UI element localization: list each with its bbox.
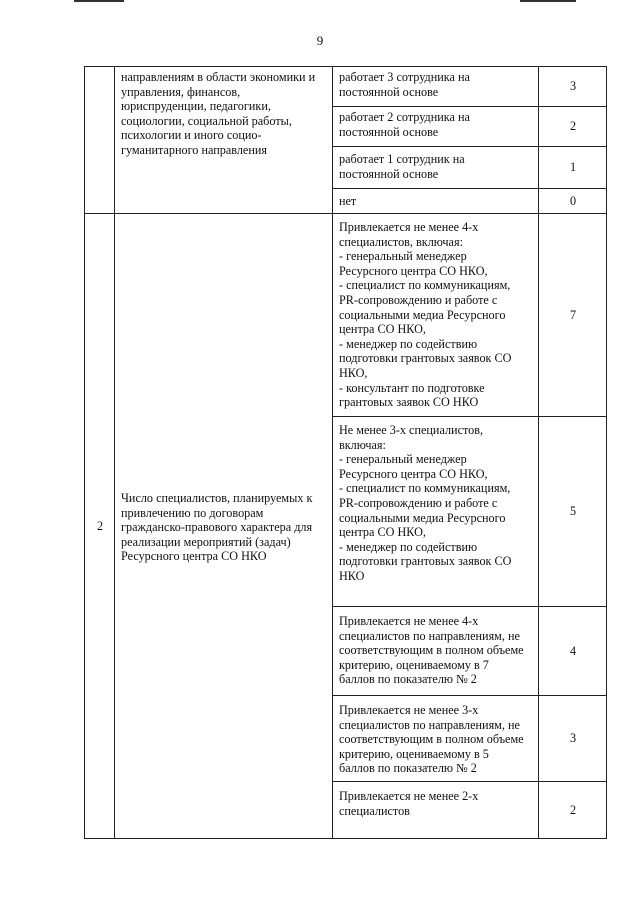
option-line: баллов по показателю № 2: [339, 761, 477, 776]
criterion-line: социологии, социальной работы,: [121, 113, 292, 128]
criterion-cell: [115, 67, 333, 214]
option-cell: [333, 147, 539, 189]
score-cell: 1: [539, 147, 607, 189]
option-line: центра СО НКО,: [339, 322, 426, 337]
criterion-line: гуманитарного направления: [121, 142, 267, 157]
option-line: подготовки грантовых заявок СО: [339, 554, 512, 569]
option-line: - генеральный менеджер: [339, 452, 467, 467]
criterion-line: Число специалистов, планируемых к: [121, 491, 313, 505]
score-cell: 3: [539, 67, 607, 107]
option-line: грантовых заявок СО НКО: [339, 395, 479, 410]
row-number: [85, 67, 115, 214]
option-cell: [333, 67, 539, 107]
criterion-cell: [115, 214, 333, 839]
option-line: работает 2 сотрудника на: [339, 110, 470, 124]
option-line: Привлекается не менее 2-х: [339, 789, 479, 803]
criterion-line: Ресурсного центра СО НКО: [121, 549, 267, 564]
option-cell: [333, 214, 539, 417]
option-line: Ресурсного центра СО НКО,: [339, 466, 488, 481]
option-line: Привлекается не менее 4-х: [339, 220, 479, 234]
option-line: Ресурсного центра СО НКО,: [339, 263, 488, 278]
option-line: социальными медиа Ресурсного: [339, 510, 506, 525]
option-cell: [333, 107, 539, 147]
option-line: постоянной основе: [339, 124, 439, 139]
option-line: - специалист по коммуникациям,: [339, 278, 511, 293]
option-line: соответствующим в полном объеме: [339, 732, 524, 747]
option-line: соответствующим в полном объеме: [339, 643, 524, 658]
option-line: PR-сопровождению и работе с: [339, 292, 498, 307]
option-cell: [333, 782, 539, 839]
option-cell: [333, 189, 539, 214]
score-cell: 3: [539, 696, 607, 782]
option-line: НКО,: [339, 365, 368, 380]
option-line: критерию, оцениваемому в 7: [339, 657, 489, 672]
row-number: 2: [85, 214, 115, 839]
page-number: 9: [316, 33, 324, 48]
option-line: баллов по показателю № 2: [339, 672, 477, 687]
option-line: специалистов по направлениям, не: [339, 717, 520, 732]
option-line: PR-сопровождению и работе с: [339, 495, 498, 510]
option-line: подготовки грантовых заявок СО: [339, 351, 512, 366]
criterion-line: гражданско-правового характера для: [121, 520, 313, 535]
option-cell: [333, 417, 539, 607]
score-cell: 0: [539, 189, 607, 214]
option-line: работает 3 сотрудника на: [339, 70, 470, 84]
option-line: социальными медиа Ресурсного: [339, 307, 506, 322]
option-line: - менеджер по содействию: [339, 336, 478, 351]
option-line: Привлекается не менее 3-х: [339, 703, 479, 717]
option-line: - консультант по подготовке: [339, 380, 485, 395]
option-line: НКО: [339, 568, 365, 583]
criterion-line: реализации мероприятий (задач): [121, 534, 291, 549]
option-line: включая:: [339, 437, 386, 452]
option-line: нет: [339, 193, 357, 208]
criterion-line: управления, финансов,: [121, 84, 241, 99]
option-line: специалистов, включая:: [339, 234, 463, 249]
criteria-table: [84, 66, 607, 839]
score-cell: 5: [539, 417, 607, 607]
option-line: работает 1 сотрудник на: [339, 152, 465, 166]
top-rule-left: [74, 0, 124, 2]
criterion-line: привлечению по договорам: [121, 505, 264, 520]
option-line: Привлекается не менее 4-х: [339, 614, 479, 628]
option-cell: [333, 696, 539, 782]
option-line: центра СО НКО,: [339, 525, 426, 540]
option-cell: [333, 607, 539, 696]
table-row: [85, 214, 607, 417]
table-row: [85, 67, 607, 107]
criterion-line: направлениям в области экономики и: [121, 70, 316, 84]
option-line: постоянной основе: [339, 84, 439, 99]
option-line: Не менее 3-х специалистов,: [339, 423, 484, 437]
option-line: специалистов по направлениям, не: [339, 628, 520, 643]
criterion-line: психологии и иного социо-: [121, 128, 262, 143]
option-line: критерию, оцениваемому в 5: [339, 746, 489, 761]
criterion-line: юриспруденции, педагогики,: [121, 99, 271, 114]
option-line: - генеральный менеджер: [339, 249, 467, 264]
score-cell: 4: [539, 607, 607, 696]
score-cell: 7: [539, 214, 607, 417]
top-rule-right: [520, 0, 576, 2]
score-cell: 2: [539, 782, 607, 839]
option-line: - менеджер по содействию: [339, 539, 478, 554]
option-line: специалистов: [339, 803, 410, 818]
option-line: - специалист по коммуникациям,: [339, 481, 511, 496]
option-line: постоянной основе: [339, 166, 439, 181]
score-cell: 2: [539, 107, 607, 147]
